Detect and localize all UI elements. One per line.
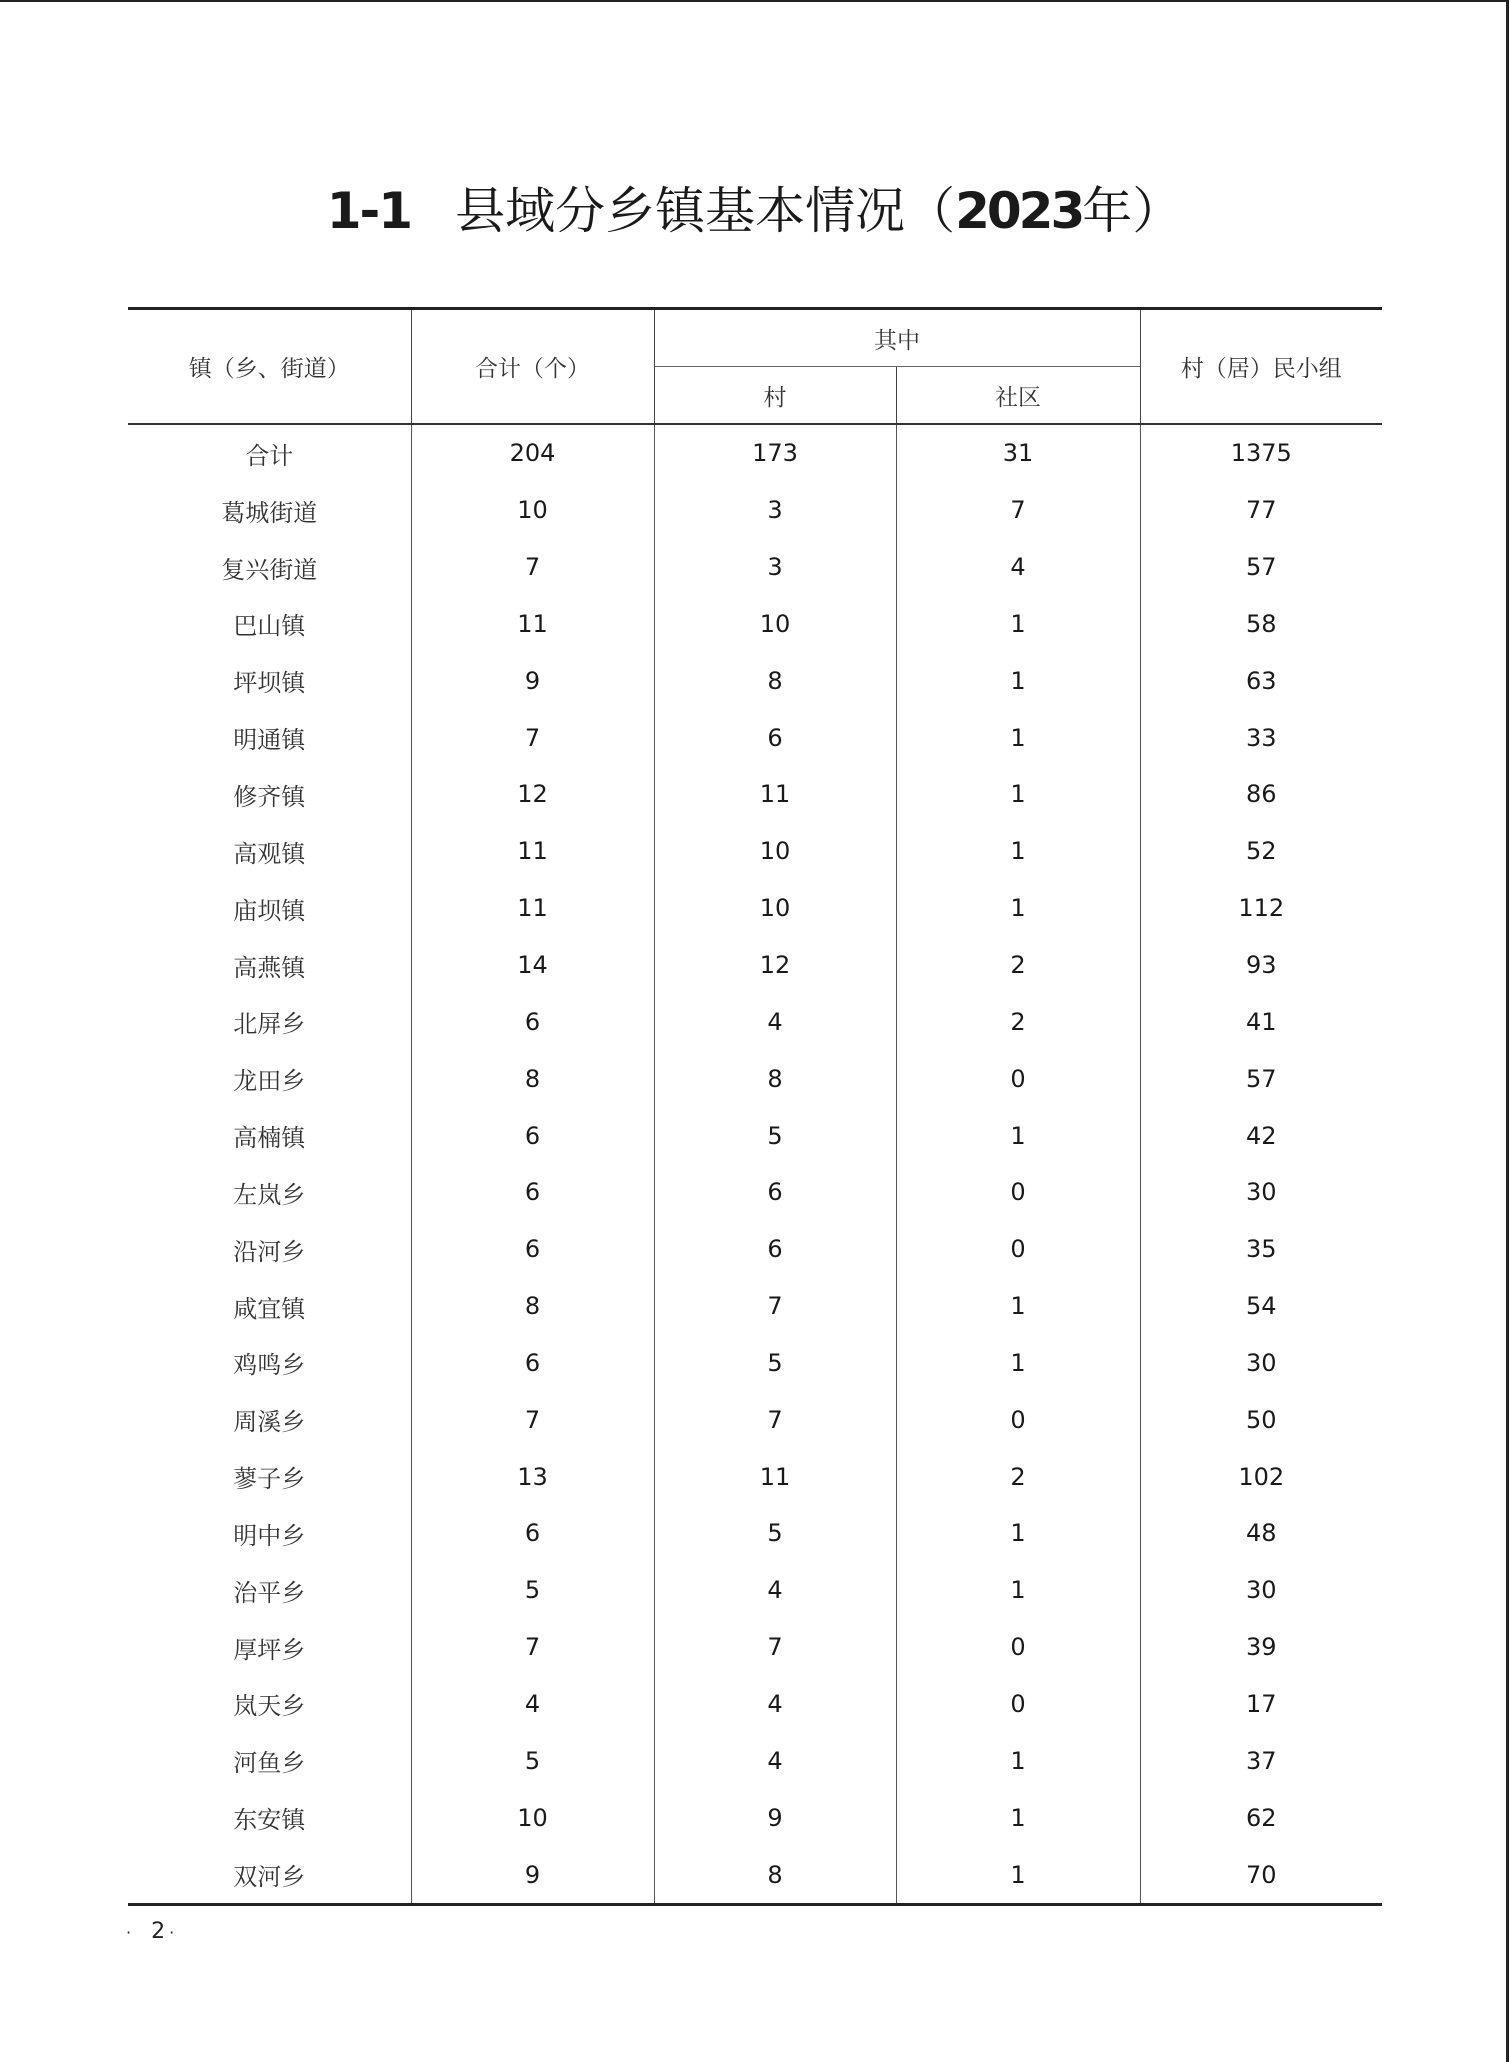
- cell-groups: 48: [1140, 1505, 1382, 1562]
- cell-total: 6: [411, 1164, 654, 1221]
- cell-groups: 93: [1140, 937, 1382, 994]
- table-row: [128, 1164, 1382, 1221]
- cell-groups: 30: [1140, 1164, 1382, 1221]
- cell-village: 5: [654, 1335, 896, 1392]
- cell-total: 7: [411, 1619, 654, 1676]
- cell-total: 204: [411, 424, 654, 482]
- cell-total: 5: [411, 1562, 654, 1619]
- cell-name: 治平乡: [233, 1578, 306, 1607]
- cell-village: 10: [654, 880, 896, 937]
- cell-groups: 39: [1140, 1619, 1382, 1676]
- cell-total: 9: [411, 1846, 654, 1904]
- table-row: [128, 1789, 1382, 1846]
- cell-name: 双河乡: [233, 1863, 306, 1892]
- cell-name: 东安镇: [233, 1806, 306, 1835]
- cell-village: 11: [654, 766, 896, 823]
- table-body: [128, 424, 1382, 1904]
- cell-name: 修齐镇: [233, 782, 306, 811]
- table-row: [128, 424, 1382, 482]
- table-row: [128, 1050, 1382, 1107]
- cell-village: 7: [654, 1619, 896, 1676]
- table-row: [128, 1619, 1382, 1676]
- cell-village: 6: [654, 1221, 896, 1278]
- cell-groups: 86: [1140, 766, 1382, 823]
- cell-groups: 52: [1140, 823, 1382, 880]
- cell-groups: 30: [1140, 1562, 1382, 1619]
- cell-community: 1: [896, 1278, 1140, 1335]
- cell-groups: 63: [1140, 652, 1382, 709]
- table-row: [128, 482, 1382, 539]
- header-of-which: 其中: [654, 309, 1140, 367]
- cell-total: 5: [411, 1732, 654, 1789]
- table-row: [128, 1676, 1382, 1733]
- cell-total: 14: [411, 937, 654, 994]
- cell-name: 葛城街道: [221, 498, 318, 527]
- cell-name: 龙田乡: [233, 1067, 306, 1096]
- table-row: [128, 823, 1382, 880]
- title-suffix: 年）: [1082, 182, 1183, 240]
- table-row: [128, 880, 1382, 937]
- table-row: [128, 1846, 1382, 1904]
- cell-village: 4: [654, 1676, 896, 1733]
- cell-community: 1: [896, 1107, 1140, 1164]
- cell-groups: 33: [1140, 709, 1382, 766]
- cell-name: 蓼子乡: [233, 1465, 306, 1494]
- cell-total: 12: [411, 766, 654, 823]
- cell-village: 8: [654, 1050, 896, 1107]
- cell-total: 11: [411, 880, 654, 937]
- cell-community: 4: [896, 539, 1140, 596]
- cell-village: 8: [654, 652, 896, 709]
- table-header: [128, 309, 1382, 425]
- table-row: [128, 1562, 1382, 1619]
- table-row: [128, 937, 1382, 994]
- table-row: [128, 1732, 1382, 1789]
- cell-total: 10: [411, 1789, 654, 1846]
- cell-village: 10: [654, 823, 896, 880]
- cell-groups: 42: [1140, 1107, 1382, 1164]
- cell-community: 2: [896, 993, 1140, 1050]
- table-row: [128, 652, 1382, 709]
- cell-community: 0: [896, 1221, 1140, 1278]
- header-village: 村: [654, 367, 896, 425]
- cell-name: 巴山镇: [233, 612, 306, 641]
- page-number-dot-left: ·: [126, 1923, 132, 1942]
- cell-village: 9: [654, 1789, 896, 1846]
- page-number-dot-right: ·: [169, 1923, 175, 1942]
- cell-village: 12: [654, 937, 896, 994]
- cell-groups: 30: [1140, 1335, 1382, 1392]
- cell-groups: 17: [1140, 1676, 1382, 1733]
- table-row: [128, 709, 1382, 766]
- cell-name: 坪坝镇: [233, 669, 306, 698]
- cell-total: 7: [411, 1391, 654, 1448]
- cell-total: 7: [411, 539, 654, 596]
- cell-groups: 37: [1140, 1732, 1382, 1789]
- cell-village: 4: [654, 993, 896, 1050]
- table-row: [128, 1391, 1382, 1448]
- cell-groups: 35: [1140, 1221, 1382, 1278]
- cell-community: 1: [896, 652, 1140, 709]
- table-row: [128, 1107, 1382, 1164]
- cell-village: 7: [654, 1278, 896, 1335]
- cell-community: 1: [896, 1846, 1140, 1904]
- header-total: 合计（个）: [411, 309, 654, 425]
- cell-total: 11: [411, 596, 654, 653]
- cell-groups: 58: [1140, 596, 1382, 653]
- cell-groups: 77: [1140, 482, 1382, 539]
- cell-total: 13: [411, 1448, 654, 1505]
- cell-village: 5: [654, 1505, 896, 1562]
- cell-community: 7: [896, 482, 1140, 539]
- cell-total: 4: [411, 1676, 654, 1733]
- cell-name: 沿河乡: [233, 1237, 306, 1266]
- cell-total: 7: [411, 709, 654, 766]
- cell-village: 7: [654, 1391, 896, 1448]
- cell-name: 北屏乡: [233, 1010, 306, 1039]
- table-number: 1-1: [326, 182, 412, 240]
- cell-village: 4: [654, 1732, 896, 1789]
- cell-community: 0: [896, 1676, 1140, 1733]
- cell-name: 鸡鸣乡: [233, 1351, 306, 1380]
- table-row: [128, 1221, 1382, 1278]
- cell-community: 1: [896, 1789, 1140, 1846]
- cell-total: 6: [411, 1107, 654, 1164]
- cell-name: 高楠镇: [233, 1124, 306, 1153]
- cell-total: 6: [411, 1335, 654, 1392]
- cell-total: 10: [411, 482, 654, 539]
- cell-name: 厚坪乡: [233, 1635, 306, 1664]
- cell-community: 1: [896, 766, 1140, 823]
- table-row: [128, 539, 1382, 596]
- cell-village: 6: [654, 709, 896, 766]
- header-groups: 村（居）民小组: [1140, 309, 1382, 425]
- page-number-footer: [126, 1916, 174, 1948]
- cell-groups: 57: [1140, 1050, 1382, 1107]
- page-title: [0, 176, 1509, 246]
- cell-community: 0: [896, 1164, 1140, 1221]
- cell-name: 复兴街道: [221, 555, 318, 584]
- cell-total: 8: [411, 1278, 654, 1335]
- cell-name: 咸宜镇: [233, 1294, 306, 1323]
- cell-village: 8: [654, 1846, 896, 1904]
- cell-name: 左岚乡: [233, 1180, 306, 1209]
- cell-name: 合计: [245, 441, 294, 470]
- table-row: [128, 1505, 1382, 1562]
- cell-name: 周溪乡: [233, 1408, 306, 1437]
- cell-village: 3: [654, 482, 896, 539]
- cell-village: 5: [654, 1107, 896, 1164]
- cell-name: 明中乡: [233, 1521, 306, 1550]
- town-statistics-table: [128, 307, 1382, 1906]
- cell-community: 0: [896, 1050, 1140, 1107]
- table-row: [128, 1278, 1382, 1335]
- cell-village: 11: [654, 1448, 896, 1505]
- cell-community: 2: [896, 937, 1140, 994]
- cell-community: 0: [896, 1619, 1140, 1676]
- cell-groups: 57: [1140, 539, 1382, 596]
- cell-community: 2: [896, 1448, 1140, 1505]
- cell-village: 4: [654, 1562, 896, 1619]
- header-town: 镇（乡、街道）: [188, 356, 350, 382]
- table-row: [128, 596, 1382, 653]
- table-row: [128, 766, 1382, 823]
- cell-community: 1: [896, 1732, 1140, 1789]
- cell-community: 1: [896, 1562, 1140, 1619]
- cell-community: 1: [896, 596, 1140, 653]
- cell-groups: 1375: [1140, 424, 1382, 482]
- cell-community: 0: [896, 1391, 1140, 1448]
- cell-total: 6: [411, 993, 654, 1050]
- cell-community: 1: [896, 880, 1140, 937]
- cell-groups: 70: [1140, 1846, 1382, 1904]
- cell-name: 庙坝镇: [233, 896, 306, 925]
- title-text: 县域分乡镇基本情况（: [455, 182, 956, 240]
- header-community: 社区: [896, 367, 1140, 425]
- cell-total: 8: [411, 1050, 654, 1107]
- cell-community: 1: [896, 823, 1140, 880]
- cell-total: 9: [411, 652, 654, 709]
- cell-groups: 112: [1140, 880, 1382, 937]
- cell-community: 31: [896, 424, 1140, 482]
- cell-name: 明通镇: [233, 726, 306, 755]
- table-row: [128, 993, 1382, 1050]
- cell-community: 1: [896, 1335, 1140, 1392]
- cell-groups: 41: [1140, 993, 1382, 1050]
- cell-groups: 50: [1140, 1391, 1382, 1448]
- cell-name: 河鱼乡: [233, 1749, 306, 1778]
- cell-community: 1: [896, 1505, 1140, 1562]
- cell-name: 高燕镇: [233, 953, 306, 982]
- cell-community: 1: [896, 709, 1140, 766]
- cell-total: 6: [411, 1221, 654, 1278]
- cell-total: 6: [411, 1505, 654, 1562]
- cell-name: 岚天乡: [233, 1692, 306, 1721]
- page-number: 2: [151, 1919, 166, 1944]
- cell-groups: 62: [1140, 1789, 1382, 1846]
- cell-total: 11: [411, 823, 654, 880]
- cell-groups: 54: [1140, 1278, 1382, 1335]
- cell-name: 高观镇: [233, 839, 306, 868]
- table-row: [128, 1448, 1382, 1505]
- title-year: 2023: [955, 182, 1083, 240]
- table-row: [128, 1335, 1382, 1392]
- cell-village: 6: [654, 1164, 896, 1221]
- cell-village: 10: [654, 596, 896, 653]
- cell-village: 173: [654, 424, 896, 482]
- cell-groups: 102: [1140, 1448, 1382, 1505]
- cell-village: 3: [654, 539, 896, 596]
